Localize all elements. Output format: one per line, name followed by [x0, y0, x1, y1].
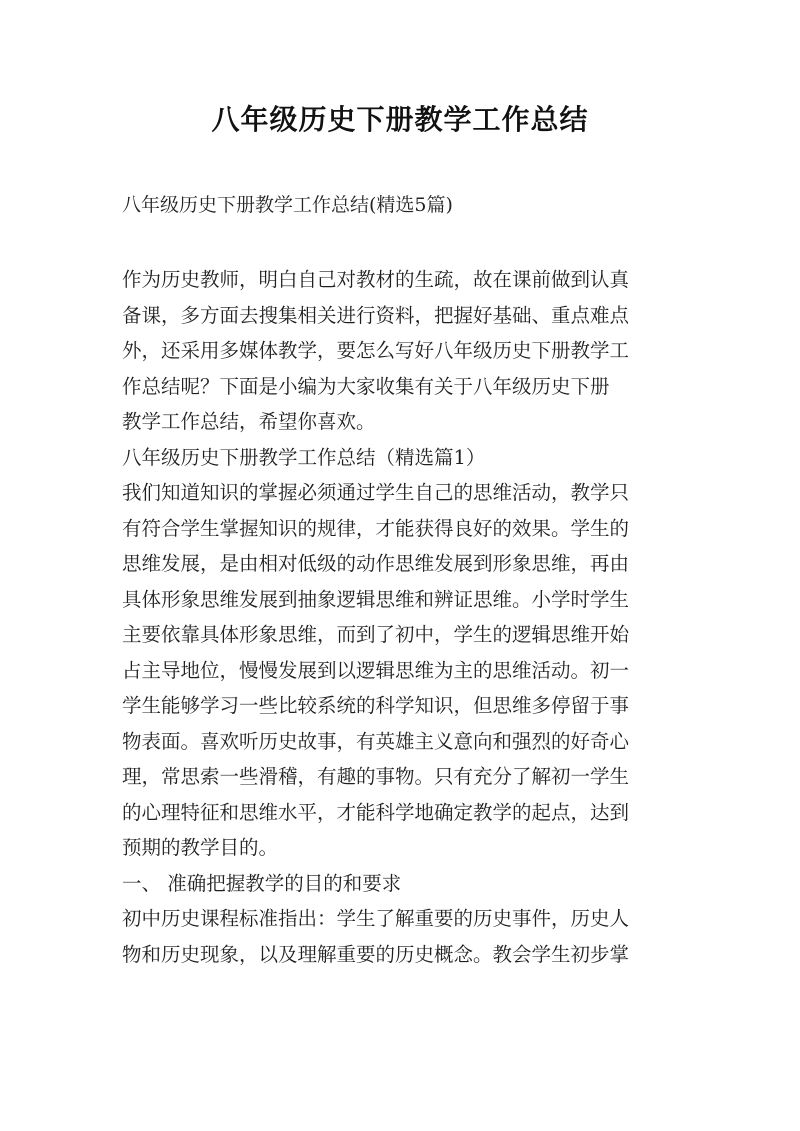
body-line: 的心理特征和思维水平，才能科学地确定教学的起点，达到	[122, 800, 630, 824]
body-line: 占主导地位，慢慢发展到以逻辑思维为主的思维活动。初一	[122, 658, 630, 682]
document-title: 八年级历史下册教学工作总结	[211, 103, 589, 136]
body-line: 备课，多方面去搜集相关进行资料，把握好基础、重点难点	[122, 303, 630, 327]
body-line: 物表面。喜欢听历史故事，有英雄主义意向和强烈的好奇心	[122, 729, 630, 753]
body-line: 初中历史课程标准指出：学生了解重要的历史事件，历史人	[122, 907, 630, 930]
body-line: 有符合学生掌握知识的规律，才能获得良好的效果。学生的	[122, 516, 630, 540]
body-line: 作总结呢？下面是小编为大家收集有关于八年级历史下册	[122, 374, 610, 398]
body-line: 预期的教学目的。	[122, 836, 279, 859]
document-subtitle: 八年级历史下册教学工作总结(精选5篇)	[122, 194, 453, 216]
section-heading-line: 八年级历史下册教学工作总结（精选篇1）	[122, 445, 486, 469]
body-line: 思维发展，是由相对低级的动作思维发展到形象思维，再由	[122, 552, 630, 575]
body-line: 具体形象思维发展到抽象逻辑思维和辨证思维。小学时学生	[122, 587, 630, 611]
body-line: 主要依靠具体形象思维，而到了初中，学生的逻辑思维开始	[122, 623, 630, 646]
body-line: 我们知道知识的掌握必须通过学生自己的思维活动，教学只	[122, 481, 630, 504]
body-line: 教学工作总结，希望你喜欢。	[122, 410, 376, 433]
body-line: 外，还采用多媒体教学，要怎么写好八年级历史下册教学工	[122, 339, 630, 362]
document-body	[122, 262, 684, 972]
body-line: 物和历史现象，以及理解重要的历史概念。教会学生初步掌	[122, 942, 630, 966]
section-heading-line: 一、 准确把握教学的目的和要求	[122, 871, 402, 895]
body-line: 学生能够学习一些比较系统的科学知识，但思维多停留于事	[122, 694, 630, 717]
body-line: 理，常思索一些滑稽，有趣的事物。只有充分了解初一学生	[122, 765, 630, 788]
body-line: 作为历史教师，明白自己对教材的生疏，故在课前做到认真	[122, 268, 630, 291]
